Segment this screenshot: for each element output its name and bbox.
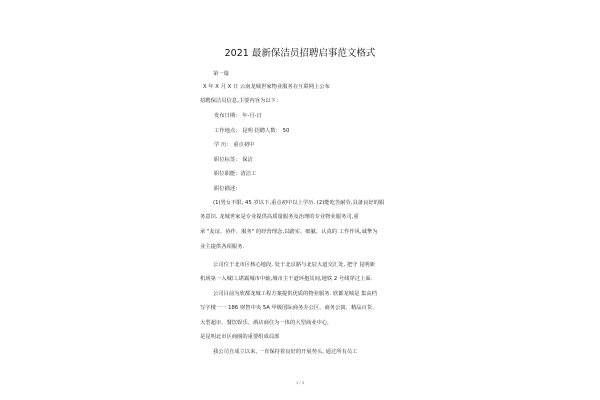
description-line-3: 承 "友谊、协作、服务" 的经营理念,以踏实、细腻、认真的 工作作风,诚挚为 [200,229,378,235]
job-description-label: 职位描述： [214,186,241,192]
company-line-2: 机场第一入城口,堪霸城市中轴,城市主干道环抱其间,地铁 2 号线穿过上面. [200,276,373,282]
company-line-5: 大型超市、餐饮娱乐、酒店商住为一体的大型商业中心, [200,320,329,326]
education: 学 历： 重点初中 [214,142,255,148]
description-line-4: 业主提供各项服务. [200,244,245,250]
company-line-6: 是昆明北市区商圈的重要组成局部 [200,334,280,340]
company-line-7: 我公司自成立以来, 一直保持着良好的开展势头, 通过所有员工 [213,349,358,355]
page-number: 1 / 3 [295,381,305,385]
job-tag: 职位标签： 保洁 [214,157,253,163]
publish-date: 发布日期： 年-月-日 [214,113,262,119]
work-location: 工作地点： 昆明 招聘人数： 50 [214,128,290,134]
company-line-3: 公司目前为欣都龙城工程方案提供优质的物业服务. 欣都龙城是 集高档 [213,291,377,297]
job-function: 职位职能：清洁工 [214,171,257,177]
intro-line-1: X 年 X 月 X 日 云南龙城世家物业服务在互联网上公布 [203,84,330,90]
document-title: 2021 最新保洁员招聘启事范文格式 [224,48,376,59]
description-line-2: 务意识. 龙城世家是专业提供高质量服务及治理的专业物业服务司,重 [200,214,359,220]
company-line-4: 写字楼一一 186 财智中央 5A 甲级国际商务办公区、商务公寓、精品百货、 [200,305,378,311]
intro-line-2: 招聘保洁员信息,主要内容为以下： [200,98,282,104]
description-line-1: (1)男女不限, 45 岁以下,重点初中以上学历. (2)能吃苦耐劳,具备良好的服 [213,200,385,206]
company-line-1: 公司位于北市区核心地段, 处于北京路与北辰大道交汇处, 把守 昆明新 [213,262,376,268]
section-label: 第一篇 [213,71,229,77]
